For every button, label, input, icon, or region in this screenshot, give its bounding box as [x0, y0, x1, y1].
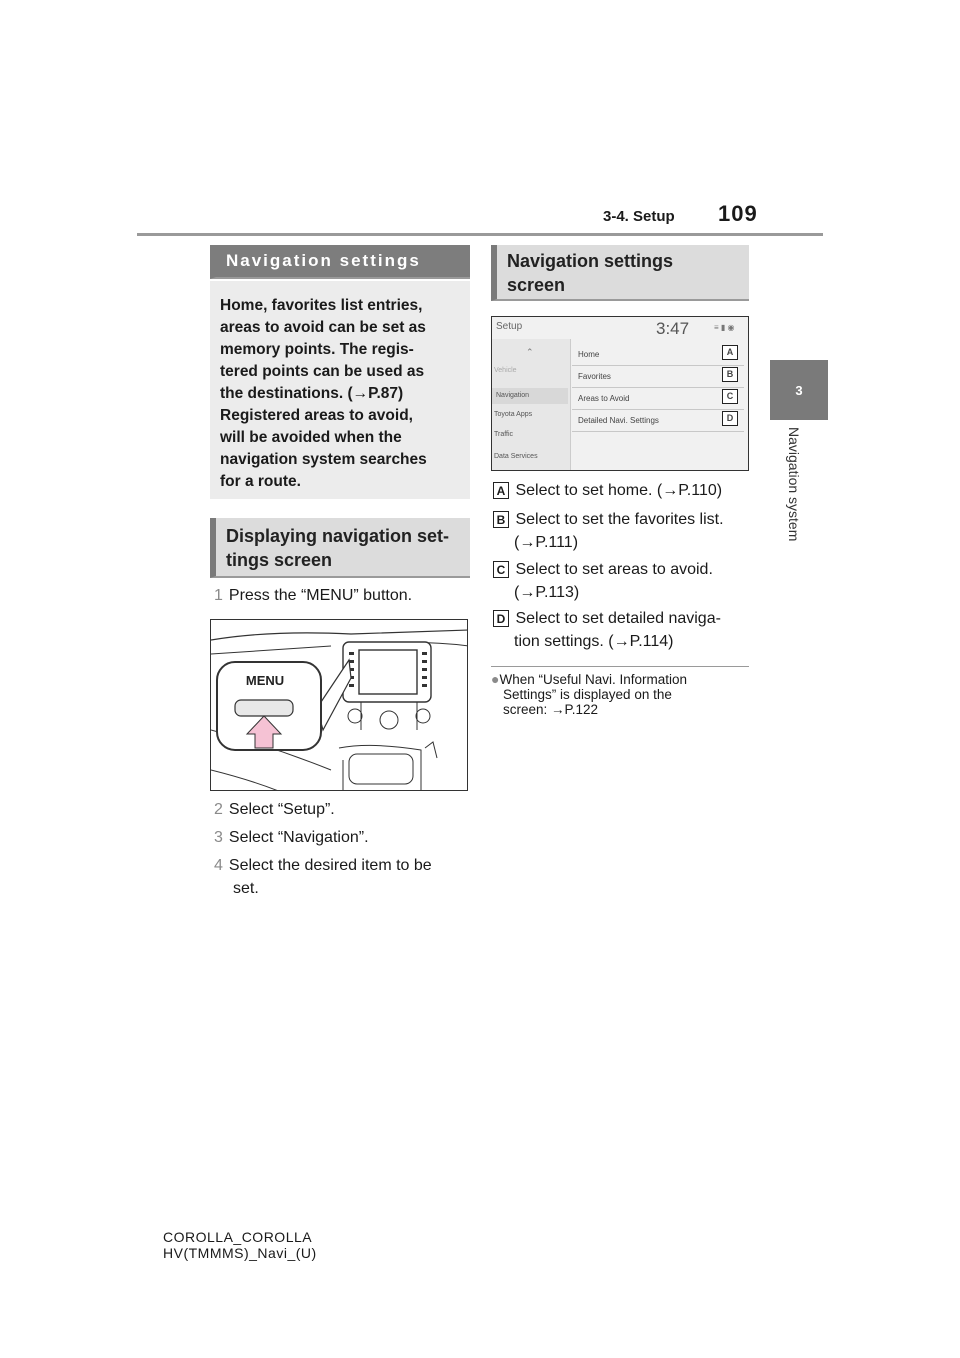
item-text-cont: (→P.111) [514, 534, 579, 551]
menu-button-label: MENU [245, 673, 285, 688]
step-text: Select “Navigation”. [228, 829, 369, 846]
row-label: Home [578, 350, 600, 359]
item-a [493, 479, 722, 502]
intro-line: Home, favorites list entries, [220, 297, 423, 314]
intro-line: Registered areas to avoid, [220, 407, 413, 424]
heading-line: tings screen [226, 550, 333, 570]
chevron-up-icon[interactable]: ⌃ [526, 347, 534, 357]
item-text-cont: (→P.113) [514, 584, 580, 601]
intro-line: memory points. The regis- [220, 341, 414, 358]
screen-side-menu [492, 339, 571, 471]
callout-b: B [722, 367, 738, 382]
item-d [493, 607, 721, 653]
intro-line: tered points can be used as [220, 363, 425, 380]
heading-line: screen [507, 275, 566, 295]
item-text: Select to set areas to avoid. [515, 561, 713, 578]
step-number: 3 [214, 829, 223, 846]
screen-row-home[interactable] [572, 343, 744, 366]
menu-item-toyota-apps[interactable]: Toyota Apps [494, 411, 533, 418]
step-number: 1 [214, 587, 223, 604]
screen-row-areas-to-avoid[interactable] [572, 387, 744, 410]
section-title: 3-4. Setup [603, 208, 675, 225]
footer [163, 1229, 317, 1261]
item-c [493, 558, 713, 604]
note-rule [491, 666, 749, 667]
bullet-icon: ● [491, 671, 500, 687]
status-icons: ≡ ▮ ◉ [714, 323, 735, 332]
row-label: Areas to Avoid [578, 394, 630, 403]
intro-line: navigation system searches [220, 451, 427, 468]
step-number: 2 [214, 801, 223, 818]
step-text-cont: set. [233, 880, 259, 897]
row-label: Favorites [578, 372, 611, 381]
screen-title: Setup [496, 321, 523, 332]
dashboard-figure [210, 619, 468, 791]
callout-d: D [722, 411, 738, 426]
chapter-tab-number: 3 [770, 360, 828, 420]
intro-line: the destinations. (→P.87) [220, 385, 404, 402]
step-2 [214, 798, 335, 821]
setup-screen-figure [491, 316, 749, 471]
callout-c: C [722, 389, 738, 404]
callout-a: A [722, 345, 738, 360]
step-text: Select the desired item to be [228, 857, 432, 874]
step-3 [214, 826, 369, 849]
step-1 [214, 584, 412, 607]
header-rule [137, 233, 823, 236]
item-text: Select to set the favorites list. [515, 511, 724, 528]
heading-settings-screen [491, 245, 749, 301]
heading-line: Navigation settings [507, 251, 674, 271]
intro-line: for a route. [220, 473, 301, 490]
row-label: Detailed Navi. Settings [578, 416, 659, 425]
step-text: Press the “MENU” button. [228, 587, 413, 604]
menu-item-navigation[interactable]: Navigation [492, 388, 568, 404]
menu-item-vehicle[interactable]: Vehicle [494, 367, 517, 374]
intro-line: will be avoided when the [220, 429, 402, 446]
heading-navigation-settings: Navigation settings [210, 245, 470, 279]
heading-line: Displaying navigation set- [226, 526, 450, 546]
intro-line: areas to avoid can be set as [220, 319, 426, 336]
note [491, 672, 749, 717]
intro-box [210, 281, 470, 499]
callout-c: C [493, 561, 509, 578]
step-text: Select “Setup”. [228, 801, 335, 818]
note-line: Settings” is displayed on the [503, 687, 672, 702]
footer-line: HV(TMMMS)_Navi_(U) [163, 1245, 317, 1261]
screen-clock: 3:47 [656, 319, 690, 338]
screen-row-detailed-navi-settings[interactable] [572, 409, 744, 432]
chapter-tab-label-wrap [778, 425, 818, 625]
menu-item-data-services[interactable]: Data Services [494, 453, 538, 460]
footer-line: COROLLA_COROLLA [163, 1229, 313, 1245]
item-b [493, 508, 724, 554]
item-text: Select to set home. (→P.110) [515, 482, 723, 499]
callout-d: D [493, 610, 509, 627]
page-number: 109 [718, 201, 758, 226]
item-text: Select to set detailed naviga- [515, 610, 721, 627]
callout-a: A [493, 482, 509, 499]
note-line: When “Useful Navi. Information [499, 672, 688, 687]
note-line: screen: →P.122 [503, 702, 599, 717]
screen-row-favorites[interactable] [572, 365, 744, 388]
dashboard-illustration [211, 620, 468, 791]
chapter-tab-label: Navigation system [786, 427, 802, 542]
menu-item-traffic[interactable]: Traffic [494, 431, 514, 438]
step-number: 4 [214, 857, 223, 874]
callout-b: B [493, 511, 509, 528]
item-text-cont: tion settings. (→P.114) [514, 633, 674, 650]
heading-displaying-screen [210, 518, 470, 578]
step-4 [214, 854, 432, 900]
